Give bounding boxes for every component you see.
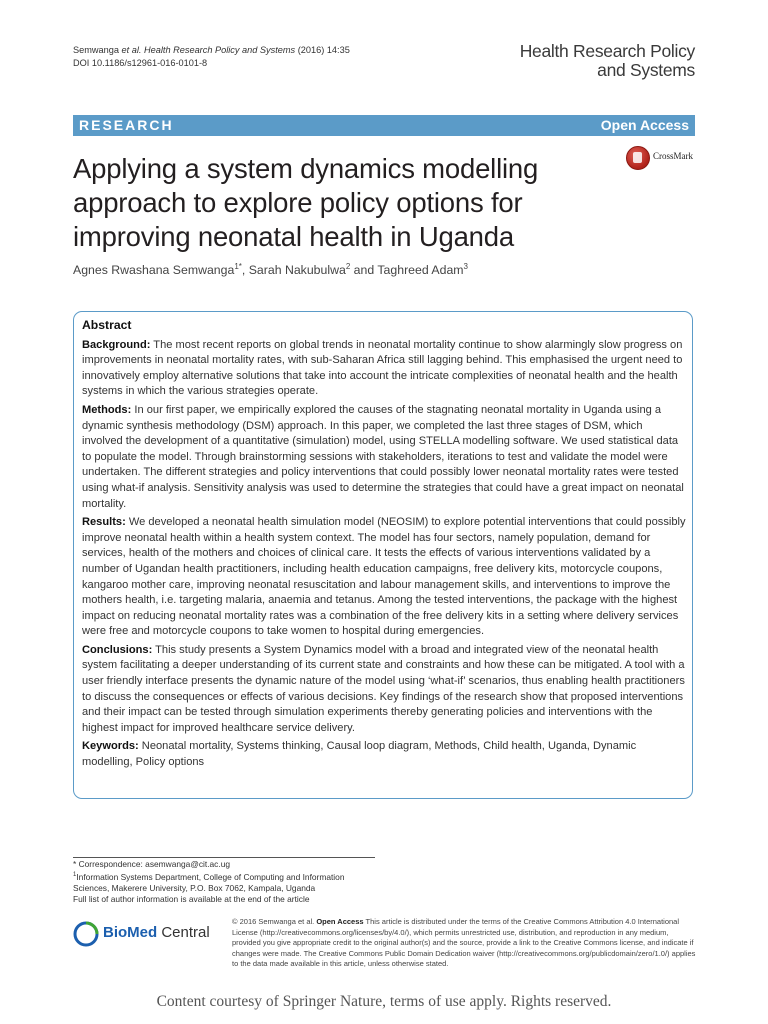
- courtesy-footer: Content courtesy of Springer Nature, terms of use apply. Rights reserved.: [156, 993, 612, 1010]
- open-access-label: Open Access: [600, 117, 689, 133]
- crossmark-icon: [626, 146, 650, 170]
- crossmark-label: CrossMark: [653, 151, 693, 161]
- abstract-methods: Methods: In our first paper, we empirically explored the causes of the stagnating neonatal mortality in Uganda using a dynamic synthesis methodology (DSM) approach. In this paper, we completed the last three stages of DSM, which involved the development of a quantitative (simulation) model, using STELLA modelling software. We used statistical data to populate the model. Through brainstorming sessions with stakeholders, iterations to test and validate the model were undertaken. The different strategies and policy interventions that could possibly lower neonatal mortality rates were tested using what-if analysis. Sensitivity analysis was used to determine the strategies that could have a great impact on neonatal mortality.: [82, 403, 684, 510]
- author-info-note: Full list of author information is available at the end of the article: [73, 893, 310, 904]
- abstract-results: Results: We developed a neonatal health simulation model (NEOSIM) to explore potential interventions that could possibly improve neonatal health within a health system context. The model has four sectors, namely population, demand for services, health of the mothers and choices of clinical care. It tests the effects of various interventions validated by a number of Ugandan health practitioners, including health education campaigns, free delivery kits, motorcycle coupons, kangaroo mother care, improving neonatal resuscitation and labour management skills, and interventions to improve the mothers health, i.e. targeting malaria, anaemia and tetanus. Among the tested interventions, the package with the highest impact on reducing neonatal mortality rates was a combination of the free delivery kits in a setting where delivery services were free and motorcycle coupons to take women to hospital during emergencies.: [82, 516, 686, 638]
- biomed-central-icon: [73, 921, 99, 947]
- license-statement: © 2016 Semwanga et al. Open Access This article is distributed under the terms of the Creative Commons Attribution 4.0 International License (http://creativecommons.org/licenses/by/4.0/), which permits unrestricted use, distribution, and reproduction in any medium, provided you give appropriate credit to the original author(s) and the source, provide a link to the Creative Commons license, and indicate if changes were made. The Creative Commons Public Domain Dedication waiver (http://creativecommons.org/publicdomain/zero/1.0/) applies to the data made available in this article, unless otherwise stated.: [232, 917, 696, 969]
- crossmark-badge[interactable]: [626, 146, 701, 170]
- correspondence: * Correspondence: asemwanga@cit.ac.ug: [73, 859, 231, 869]
- article-title: Applying a system dynamics modelling approach to explore policy options for improving neonatal health in Uganda: [73, 153, 539, 252]
- doi[interactable]: DOI 10.1186/s12961-016-0101-8: [73, 58, 208, 68]
- abstract-keywords: Keywords: Neonatal mortality, Systems thinking, Causal loop diagram, Methods, Child health, Uganda, Dynamic modelling, Policy options: [82, 740, 637, 769]
- article-type-banner: [73, 115, 695, 136]
- author-list: Agnes Rwashana Semwanga$^{1*}$, Sarah Nakubulwa$^2$ and Taghreed Adam$^3$: [73, 262, 468, 278]
- footnote-divider: [73, 857, 375, 858]
- abstract-box: [73, 311, 693, 799]
- biomed-central-logo: BioMed Central: [73, 918, 223, 952]
- abstract-background: Background: The most recent reports on global trends in neonatal mortality continue to show alarmingly slow progress on improvements in neonatal mortality rates, with sub-Saharan Africa still lagging behind. This emphasised the urgent need to innovatively employ alternative solutions that take into account the intricate complexities of neonatal health and the health systems in which the various strategies operate.: [82, 338, 683, 398]
- abstract-conclusions: Conclusions: This study presents a System Dynamics model with a broad and integrated view of the neonatal health system facilitating a deeper understanding of its current state and constraints and how these can be mitigated. A tool with a user friendly interface presents the dynamic nature of the model using ‘what-if’ scenarios, thus enabling health practitioners to discuss the consequences or effects of various decisions. Key findings of the research show that proposed interventions and their impact can be tested through simulation experiments thereby generating policies and interventions with the highest impact for improved healthcare service delivery.: [82, 643, 685, 734]
- article-type-label: RESEARCH: [79, 117, 174, 133]
- author-name: Agnes Rwashana Semwanga: [73, 263, 235, 278]
- affiliation: $^1$Information Systems Department, College of Computing and Information Sciences, Makerere University, P.O. Box 7062, Kampala, Uganda: [73, 871, 345, 893]
- author-name: Taghreed Adam: [377, 263, 464, 278]
- citation-line: Semwanga et al. Health Research Policy and Systems (2016) 14:35: [73, 45, 350, 55]
- footnotes: [73, 859, 373, 905]
- journal-name: Health Research Policy and Systems: [519, 41, 695, 80]
- abstract-heading: Abstract: [82, 318, 132, 332]
- citation-header: [73, 44, 350, 70]
- author-name: Sarah Nakubulwa: [248, 263, 346, 278]
